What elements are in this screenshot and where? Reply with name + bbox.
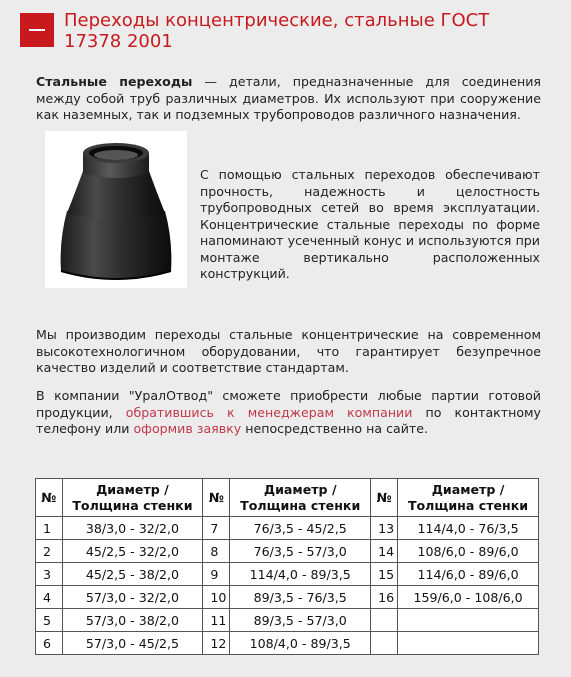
table-row <box>36 517 539 540</box>
cell-dim: 38/3,0 - 32/2,0 <box>62 517 203 540</box>
cell-num: 5 <box>36 609 63 632</box>
cell-num: 4 <box>36 586 63 609</box>
cell-num: 7 <box>203 517 230 540</box>
cell-dim: 57/3,0 - 38/2,0 <box>62 609 203 632</box>
contact-text-middle: по контактному телефону или <box>36 404 541 436</box>
cell-dim: 45/2,5 - 32/2,0 <box>62 540 203 563</box>
page-title: Переходы концентрические, стальные ГОСТ 17378 2001 <box>64 10 490 52</box>
intro-text: — детали, предназначенные для соединения между собой труб различных диаметров. Их используют при сооружение как наземных, так и подземных трубопроводов различного назначения. <box>36 74 541 122</box>
cell-dim: 76/3,5 - 57/3,0 <box>230 540 371 563</box>
steel-reducer-image <box>45 131 187 288</box>
contact-text-start: В компании "УралОтвод" сможете приобрести любые партии готовой продукции, <box>36 388 541 420</box>
side-paragraph: С помощью стальных переходов обеспечивают прочность, надежность и целостность трубопроводных сетей во время эксплуатации. Концентрические стальные переходы по форме напоминают усеченный конус и используются при монтаже вертикально расположенных конструкций. <box>200 167 540 281</box>
header-dim-2: Диаметр / Толщина стенки <box>230 479 371 517</box>
cell-num: 6 <box>36 632 63 655</box>
cell-dim: 108/4,0 - 89/3,5 <box>230 632 371 655</box>
contact-text-end: непосредственно на сайте. <box>241 421 429 436</box>
header-dim-3: Диаметр / Толщина стенки <box>398 479 539 517</box>
cell-num: 1 <box>36 517 63 540</box>
cell-dim: 57/3,0 - 45/2,5 <box>62 632 203 655</box>
specifications-table <box>35 478 539 655</box>
cell-num: 8 <box>203 540 230 563</box>
cell-num: 12 <box>203 632 230 655</box>
table-row <box>36 632 539 655</box>
cell-num: 9 <box>203 563 230 586</box>
reducer-illustration <box>45 131 187 288</box>
cell-dim: 114/4,0 - 76/3,5 <box>398 517 539 540</box>
minus-icon <box>29 29 45 31</box>
cell-dim <box>398 609 539 632</box>
cell-num <box>371 609 398 632</box>
cell-dim: 108/6,0 - 89/6,0 <box>398 540 539 563</box>
contact-paragraph <box>36 388 541 438</box>
cell-dim: 76/3,5 - 45/2,5 <box>230 517 371 540</box>
header-num-1: № <box>36 479 63 517</box>
cell-dim <box>398 632 539 655</box>
table-row <box>36 586 539 609</box>
header-dim-1: Диаметр / Толщина стенки <box>62 479 203 517</box>
cell-num <box>371 632 398 655</box>
table-row <box>36 540 539 563</box>
header-num-3: № <box>371 479 398 517</box>
cell-dim: 114/6,0 - 89/6,0 <box>398 563 539 586</box>
intro-bold-term: Стальные переходы <box>36 74 193 89</box>
contact-managers-link[interactable]: обратившись к менеджерам компании <box>125 404 413 420</box>
cell-dim: 114/4,0 - 89/3,5 <box>230 563 371 586</box>
order-request-link[interactable]: оформив заявку <box>133 421 242 436</box>
cell-num: 3 <box>36 563 63 586</box>
table-row <box>36 609 539 632</box>
cell-dim: 159/6,0 - 108/6,0 <box>398 586 539 609</box>
cell-num: 15 <box>371 563 398 586</box>
intro-paragraph <box>36 74 541 124</box>
cell-num: 10 <box>203 586 230 609</box>
production-paragraph: Мы производим переходы стальные концентрические на современном высокотехнологичном оборудовании, что гарантирует безупречное качество изделий и соответствие стандартам. <box>36 327 541 375</box>
table-header-row <box>36 479 539 517</box>
table-row <box>36 563 539 586</box>
cell-num: 11 <box>203 609 230 632</box>
cell-num: 14 <box>371 540 398 563</box>
cell-num: 16 <box>371 586 398 609</box>
collapse-button[interactable] <box>20 13 54 47</box>
cell-dim: 89/3,5 - 76/3,5 <box>230 586 371 609</box>
cell-num: 13 <box>371 517 398 540</box>
header-num-2: № <box>203 479 230 517</box>
cell-dim: 89/3,5 - 57/3,0 <box>230 609 371 632</box>
cell-dim: 57/3,0 - 32/2,0 <box>62 586 203 609</box>
cell-num: 2 <box>36 540 63 563</box>
cell-dim: 45/2,5 - 38/2,0 <box>62 563 203 586</box>
